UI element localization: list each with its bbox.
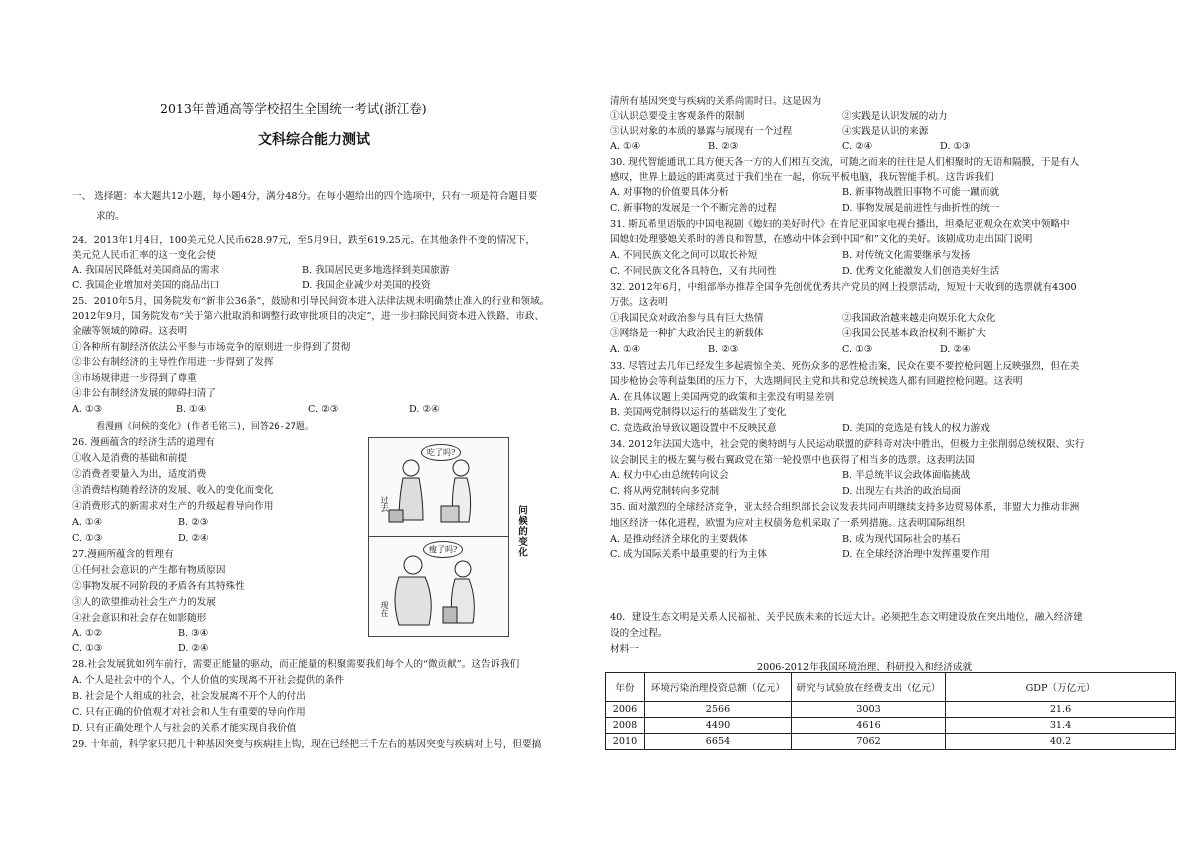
q35-option-b: B. 成为现代国际社会的基石 [842,534,961,545]
q30-stem-line1: 30. 现代智能通讯工具方便天各一方的人们相互交流，可随之而来的往往是人们相聚时的无语和隔膜，于是有人 [610,157,1080,168]
cell-pollution-investment: 6654 [645,734,792,750]
q29-statement-4: ④实践是认识的来源 [842,126,929,137]
q27-option-c: C. ①③ [72,643,103,654]
exam-title: 2013年普通高等学校招生全国统一考试(浙江卷) [160,101,427,116]
q25-statement-4: ④非公有制经济发展的障碍扫清了 [72,388,216,399]
q24-stem-line1: 24．2013年1月4日，100美元兑人民币628.97元，至5月9日，跌至619.25元。在其他条件不变的情况下， [72,235,536,246]
q29-stem-line2: 清所有基因突变与疾病的关系尚需时日。这是因为 [610,96,822,107]
header-gdp: GDP（万亿元） [946,673,1176,702]
q29-statement-1: ①认识总要受主客观条件的限制 [610,111,745,122]
cell-year: 2006 [606,702,645,718]
q26-option-d: D. ②④ [178,533,209,544]
label-past: 过去 [380,496,389,512]
q35-option-a: A. 是推动经济全球化的主要载体 [610,534,748,545]
q26-27-intro: 看漫画《问候的变化》(作者毛铭三)，回答26-27题。 [96,422,314,432]
q40-stem-line2: 设的全过程。 [610,628,668,639]
q29-statement-2: ②实践是认识发展的动力 [842,111,948,122]
cell-pollution-investment: 4490 [645,718,792,734]
q25-stem-line2: 2012年9月，国务院发布“关于第六批取消和调整行政审批项目的决定”，进一步扫除民间资本进入铁路、市政、 [72,311,545,322]
q40-stem-line1: 40．建设生态文明是关系人民福祉、关乎民族未来的长远大计。必须把生态文明建设放在突出地位，融入经济建 [610,612,1083,623]
q30-stem-line2: 感叹，世界上最远的距离莫过于我们坐在一起，你玩平板电脑，我玩智能手机。这告诉我们 [610,172,994,183]
q25-option-a: A. ①③ [72,404,103,415]
cell-pollution-investment: 2566 [645,702,792,718]
speech-bubble-now: 瘦了吗? [423,541,463,558]
q25-stem-line1: 25．2010年5月，国务院发布“新非公36条”，鼓励和引导民间资本进入法律法规未明确禁止准入的行业和领域。 [72,296,550,307]
q33-stem-line2: 国步枪协会等利益集团的压力下，大选期间民主党和共和党总统候选人都有回避控枪问题。这表明 [610,376,1023,387]
q27-option-b: B. ③④ [178,628,209,639]
q34-option-d: D. 出现左右共治的政治局面 [842,486,961,497]
q29-statement-3: ③认识对象的本质的暴露与展现有一个过程 [610,126,793,137]
q32-stem-line2: 万张。这表明 [610,297,668,308]
q26-statement-4: ④消费形式的新需求对生产的升级起着导向作用 [72,501,274,512]
q30-option-a: A. 对事物的价值要具体分析 [610,187,729,198]
q29-option-a: A. ①④ [610,141,641,152]
cartoon-greeting-change [368,437,509,637]
q33-option-d: D. 美国的竞选是有钱人的权力游戏 [842,423,990,434]
q30-option-c: C. 新事物的发展是一个不断完善的过程 [610,203,777,214]
q27-option-a: A. ①② [72,628,103,639]
q34-stem-line2: 议会制民主的极左翼与极右翼政党在第一轮投票中也获得了相当多的选票。这表明法国 [610,455,975,466]
q26-statement-1: ①收入是消费的基础和前提 [72,453,188,464]
q33-option-a: A. 在具体议题上美国两党的政策和主张没有明显差别 [610,392,835,403]
speech-bubble-past: 吃了吗? [421,444,461,461]
q26-stem: 26. 漫画蕴含的经济生活的道理有 [72,437,216,448]
q35-stem-line1: 35. 面对激烈的全球经济竞争，亚太经合组织部长会议发表共同声明继续支持多边贸易体系，非盟大力推动非洲 [610,502,1080,513]
q24-option-c: C. 我国企业增加对美国的商品出口 [72,280,220,291]
section-instructions-line2: 求的。 [96,211,125,222]
q33-option-b: B. 美国两党制得以运行的基础发生了变化 [610,407,787,418]
q25-statement-1: ①各种所有制经济依法公平参与市场竞争的原则进一步得到了贯彻 [72,342,351,353]
cell-year: 2008 [606,718,645,734]
cartoon-panel-now [369,537,508,635]
q31-stem-line2: 国媳妇处理婆媳关系时的善良和智慧，在感动中体会到中国“和”文化的美好。该剧成功走出国门说明 [610,234,1033,245]
table-row [606,718,1176,734]
q31-option-b: B. 对传统文化需要继承与发扬 [842,250,971,261]
q25-option-c: C. ②③ [308,404,339,415]
q32-statement-4: ④我国公民基本政治权利不断扩大 [842,328,986,339]
q29-option-c: C. ②④ [842,141,873,152]
cell-gdp: 21.6 [946,702,1176,718]
q25-statement-2: ②非公有制经济的主导性作用进一步得到了发挥 [72,357,274,368]
q24-stem-line2: 美元兑人民币汇率的这一变化会使 [72,250,216,261]
q27-statement-1: ①任何社会意识的产生都有物质原因 [72,565,226,576]
q31-option-d: D. 优秀文化能激发人们创造美好生活 [842,266,1000,277]
q32-statement-3: ③网络是一种扩大政治民主的新载体 [610,328,764,339]
label-now: 现在 [380,601,389,617]
q33-option-c: C. 竞选政治导致议题设置中不反映民意 [610,423,777,434]
q40-material-label: 材料一 [610,644,639,655]
cell-gdp: 40.2 [946,734,1176,750]
q32-statement-1: ①我国民众对政治参与具有巨大热情 [610,313,764,324]
q29-option-d: D. ①③ [940,141,971,152]
q28-option-a: A. 个人是社会中的个人，个人价值的实现离不开社会提供的条件 [72,675,345,686]
q32-option-c: C. ①③ [842,344,873,355]
q35-stem-line2: 地区经济一体化进程，欧盟为应对主权债务危机采取了一系列措施。这表明国际组织 [610,518,965,529]
q28-option-d: D. 只有正确处理个人与社会的关系才能实现自我价值 [72,723,297,734]
section-instructions-line1: 一、 选择题：本大题共12小题，每小题4分，满分48分。在每小题给出的四个选项中，只有一项是符合题目要 [72,191,538,202]
q34-option-b: B. 半总统半议会政体面临挑战 [842,470,971,481]
table-row [606,702,1176,718]
q29-option-b: B. ②③ [708,141,739,152]
q24-option-a: A. 我国居民降低对美国商品的需求 [72,265,220,276]
data-table [605,672,1176,750]
q34-stem-line1: 34. 2012年法国大选中，社会党的奥特朗与人民运动联盟的萨科奇对决中胜出，但极力主张削弱总统权限、实行 [610,439,1085,450]
q24-option-d: D. 我国企业减少对美国的投资 [302,280,431,291]
q32-option-d: D. ②④ [940,344,971,355]
header-rd-expenditure: 研究与试验放在经费支出（亿元） [792,673,946,702]
cartoon-caption: 问候的变化 [516,505,527,558]
q31-stem-line1: 31. 斯瓦希里语版的中国电视剧《媳妇的美好时代》在肯尼亚国家电视台播出，坦桑尼亚观众在欢笑中领略中 [610,219,1070,230]
cell-rd-expenditure: 4616 [792,718,946,734]
q26-option-c: C. ①③ [72,533,103,544]
exam-subtitle: 文科综合能力测试 [258,132,370,148]
q28-option-b: B. 社会是个人组成的社会，社会发展离不开个人的付出 [72,691,306,702]
q31-option-c: C. 不同民族文化各具特色，又有共同性 [610,266,777,277]
cartoon-panel-past [369,438,508,537]
cell-year: 2010 [606,734,645,750]
q32-statement-2: ②我国政治越来越走向娱乐化大众化 [842,313,996,324]
q35-option-d: D. 在全球经济治理中发挥重要作用 [842,549,990,560]
cell-gdp: 31.4 [946,718,1176,734]
q25-option-b: B. ①④ [176,404,207,415]
q26-statement-3: ③消费结构随着经济的发展、收入的变化而变化 [72,485,274,496]
q27-statement-3: ③人的欲望推动社会生产力的发展 [72,597,216,608]
q32-stem-line1: 32. 2012年6月，中组部举办推荐全国争先创优优秀共产党员的网上投票活动，短短十天收到的选票就有4300 [610,282,1077,293]
q30-option-d: D. 事物发展是前进性与曲折性的统一 [842,203,1000,214]
cell-rd-expenditure: 7062 [792,734,946,750]
q24-option-b: B. 我国居民更多地选择到美国旅游 [302,265,450,276]
q34-option-a: A. 权力中心由总统转向议会 [610,470,729,481]
cell-rd-expenditure: 3003 [792,702,946,718]
q31-option-a: A. 不同民族文化之间可以取长补短 [610,250,758,261]
q32-option-b: B. ②③ [708,344,739,355]
q28-stem: 28.社会发展犹如列车前行，需要正能量的驱动，而正能量的积聚需要我们每个人的“微贡献”。这告诉我们 [72,659,520,670]
q26-option-b: B. ②③ [178,517,209,528]
q25-option-d: D. ②④ [409,404,440,415]
q25-stem-line3: 金融等领域的障碍。这表明 [72,326,188,337]
table-caption: 2006-2012年我国环境治理、科研投入和经济成就 [757,662,973,673]
q26-option-a: A. ①④ [72,517,103,528]
header-year: 年份 [606,673,645,702]
q29-stem-line1: 29. 十年前，科学家只把几十种基因突变与疾病挂上钩，现在已经把三千左右的基因突变与疾病对上号，但要搞 [72,739,542,750]
header-pollution-investment: 环境污染治理投资总额（亿元） [645,673,792,702]
q34-option-c: C. 将从两党制转向多党制 [610,486,720,497]
q27-stem: 27.漫画所蕴含的哲理有 [72,549,174,560]
q32-option-a: A. ①④ [610,344,641,355]
table-row [606,734,1176,750]
q25-statement-3: ③市场规律进一步得到了尊重 [72,373,197,384]
q30-option-b: B. 新事物战胜旧事物不可能一蹴而就 [842,187,1000,198]
q26-statement-2: ②消费者要量入为出，适度消费 [72,469,207,480]
table-header-row [606,673,1176,702]
q35-option-c: C. 成为国际关系中最重要的行为主体 [610,549,768,560]
q27-option-d: D. ②④ [178,643,209,654]
q27-statement-2: ②事物发展不同阶段的矛盾各有其特殊性 [72,581,245,592]
q33-stem-line1: 33. 尽管过去几年已经发生多起震惊全美、死伤众多的恶性枪击案，民众在要不要控枪问题上反映强烈，但在美 [610,361,1080,372]
q27-statement-4: ④社会意识和社会存在如影随形 [72,613,207,624]
q28-option-c: C. 只有正确的价值观才对社会和人生有重要的导向作用 [72,707,306,718]
